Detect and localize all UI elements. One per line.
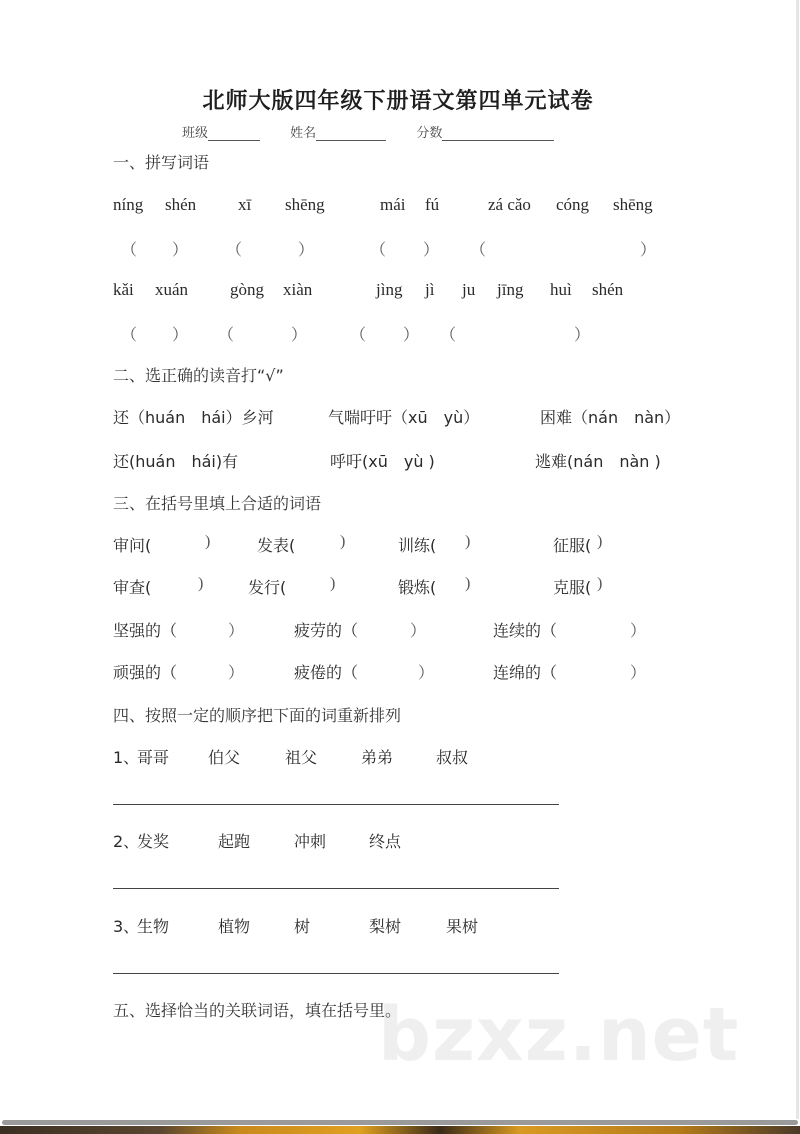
word: 祖父 <box>285 748 318 767</box>
paren-open: （ <box>121 242 138 259</box>
pinyin: cóng <box>556 195 590 214</box>
pinyin: shén <box>165 195 197 214</box>
word: 叔叔 <box>436 748 469 767</box>
fill-word: 训练( <box>398 536 437 555</box>
paren-close: ） <box>403 327 420 344</box>
paren-close: ） <box>630 623 647 640</box>
paren-close: ) <box>465 533 471 550</box>
class-blank[interactable] <box>208 127 260 141</box>
word: 果树 <box>446 917 479 936</box>
section-2-heading: 二、选正确的读音打“√” <box>113 366 284 385</box>
student-info <box>182 122 580 141</box>
paren-close: ） <box>172 327 189 344</box>
pinyin: zá cǎo <box>488 195 531 214</box>
word: 植物 <box>218 917 251 936</box>
name-label: 姓名 <box>290 126 317 141</box>
fill-word: 连续的（ <box>493 621 558 640</box>
word: 弟弟 <box>361 748 394 767</box>
paren-close: ） <box>630 665 647 682</box>
reading-choice[interactable]: 逃难(nán nàn ) <box>535 452 661 471</box>
pinyin: shén <box>592 280 624 299</box>
word: 树 <box>294 917 311 936</box>
reading-choice[interactable]: 还（huán hái）乡河 <box>113 408 274 427</box>
score-blank[interactable] <box>442 127 554 141</box>
paren-close: ) <box>597 575 603 592</box>
word: 终点 <box>369 832 402 851</box>
answer-line-2[interactable] <box>113 888 559 889</box>
word: 哥哥 <box>137 748 170 767</box>
paren-close: ) <box>198 575 204 592</box>
paren-close: ） <box>172 242 189 259</box>
paren-close: ) <box>330 575 336 592</box>
section-5-heading: 五、选择恰当的关联词语，填在括号里。 <box>113 1001 402 1020</box>
pinyin: mái <box>380 195 406 214</box>
class-label: 班级 <box>182 126 209 141</box>
answer-line-1[interactable] <box>113 804 559 805</box>
word: 梨树 <box>369 917 402 936</box>
section-4-heading: 四、按照一定的顺序把下面的词重新排列 <box>113 706 402 725</box>
section-3-heading: 三、在括号里填上合适的词语 <box>113 494 322 513</box>
paren-close: ） <box>640 242 657 259</box>
paren-open: （ <box>370 242 387 259</box>
pinyin: níng <box>113 195 144 214</box>
pinyin: xī <box>238 195 252 214</box>
pinyin: jì <box>425 280 435 299</box>
paren-close: ) <box>465 575 471 592</box>
scrollbar-thumb[interactable] <box>2 1120 798 1125</box>
paren-open: （ <box>470 242 487 259</box>
pinyin: shēng <box>285 195 325 214</box>
paren-close: ） <box>228 665 245 682</box>
fill-word: 克服( <box>553 578 592 597</box>
class-field <box>182 122 260 141</box>
paren-close: ） <box>410 623 427 640</box>
watermark: bzxz.net <box>378 992 740 1078</box>
fill-word: 发表( <box>257 536 296 555</box>
paren-close: ) <box>340 533 346 550</box>
pinyin: xuán <box>155 280 189 299</box>
background-image-strip <box>0 1126 800 1134</box>
pinyin: jìng <box>376 280 403 299</box>
fill-word: 连绵的（ <box>493 663 558 682</box>
fill-word: 疲倦的（ <box>294 663 359 682</box>
pinyin: xiàn <box>283 280 313 299</box>
name-blank[interactable] <box>316 127 386 141</box>
paren-close: ） <box>574 327 591 344</box>
pinyin: ju <box>462 280 476 299</box>
paren-close: ） <box>418 665 435 682</box>
horizontal-scrollbar[interactable] <box>0 1119 800 1125</box>
reading-choice[interactable]: 呼吁(xū yù ) <box>330 452 435 471</box>
paren-close: ) <box>597 533 603 550</box>
pinyin: huì <box>550 280 572 299</box>
paren-close: ) <box>205 533 211 550</box>
item-number: 2、 <box>113 832 140 851</box>
score-label: 分数 <box>416 126 443 141</box>
pinyin: jīng <box>497 280 524 299</box>
fill-word: 发行( <box>248 578 287 597</box>
paren-open: （ <box>440 327 457 344</box>
paren-open: （ <box>121 327 138 344</box>
item-number: 3、 <box>113 917 140 936</box>
fill-word: 审问( <box>113 536 152 555</box>
paren-open: （ <box>226 242 243 259</box>
fill-word: 审查( <box>113 578 152 597</box>
paren-close: ） <box>291 327 308 344</box>
page-title: 北师大版四年级下册语文第四单元试卷 <box>202 89 594 114</box>
fill-word: 坚强的（ <box>113 621 178 640</box>
pinyin: shēng <box>613 195 653 214</box>
fill-word: 疲劳的（ <box>294 621 359 640</box>
fill-word: 锻炼( <box>398 578 437 597</box>
fill-word: 顽强的（ <box>113 663 178 682</box>
word: 发奖 <box>137 832 170 851</box>
item-number: 1、 <box>113 748 140 767</box>
reading-choice[interactable]: 困难（nán nàn） <box>540 408 681 427</box>
section-1-heading: 一、拼写词语 <box>113 153 210 172</box>
word: 起跑 <box>218 832 251 851</box>
paren-close: ） <box>423 242 440 259</box>
reading-choice[interactable]: 气喘吁吁（xū yù） <box>328 408 480 427</box>
answer-line-3[interactable] <box>113 973 559 974</box>
paren-open: （ <box>218 327 235 344</box>
word: 冲刺 <box>294 832 327 851</box>
word: 伯父 <box>208 748 241 767</box>
name-field <box>290 122 386 141</box>
reading-choice[interactable]: 还(huán hái)有 <box>113 452 239 471</box>
fill-word: 征服( <box>553 536 592 555</box>
pinyin: gòng <box>230 280 264 299</box>
word: 生物 <box>137 917 170 936</box>
score-field <box>416 122 554 141</box>
paren-close: ） <box>298 242 315 259</box>
pinyin: fú <box>425 195 440 214</box>
paren-close: ） <box>228 623 245 640</box>
pinyin: kǎi <box>113 280 134 299</box>
paren-open: （ <box>350 327 367 344</box>
